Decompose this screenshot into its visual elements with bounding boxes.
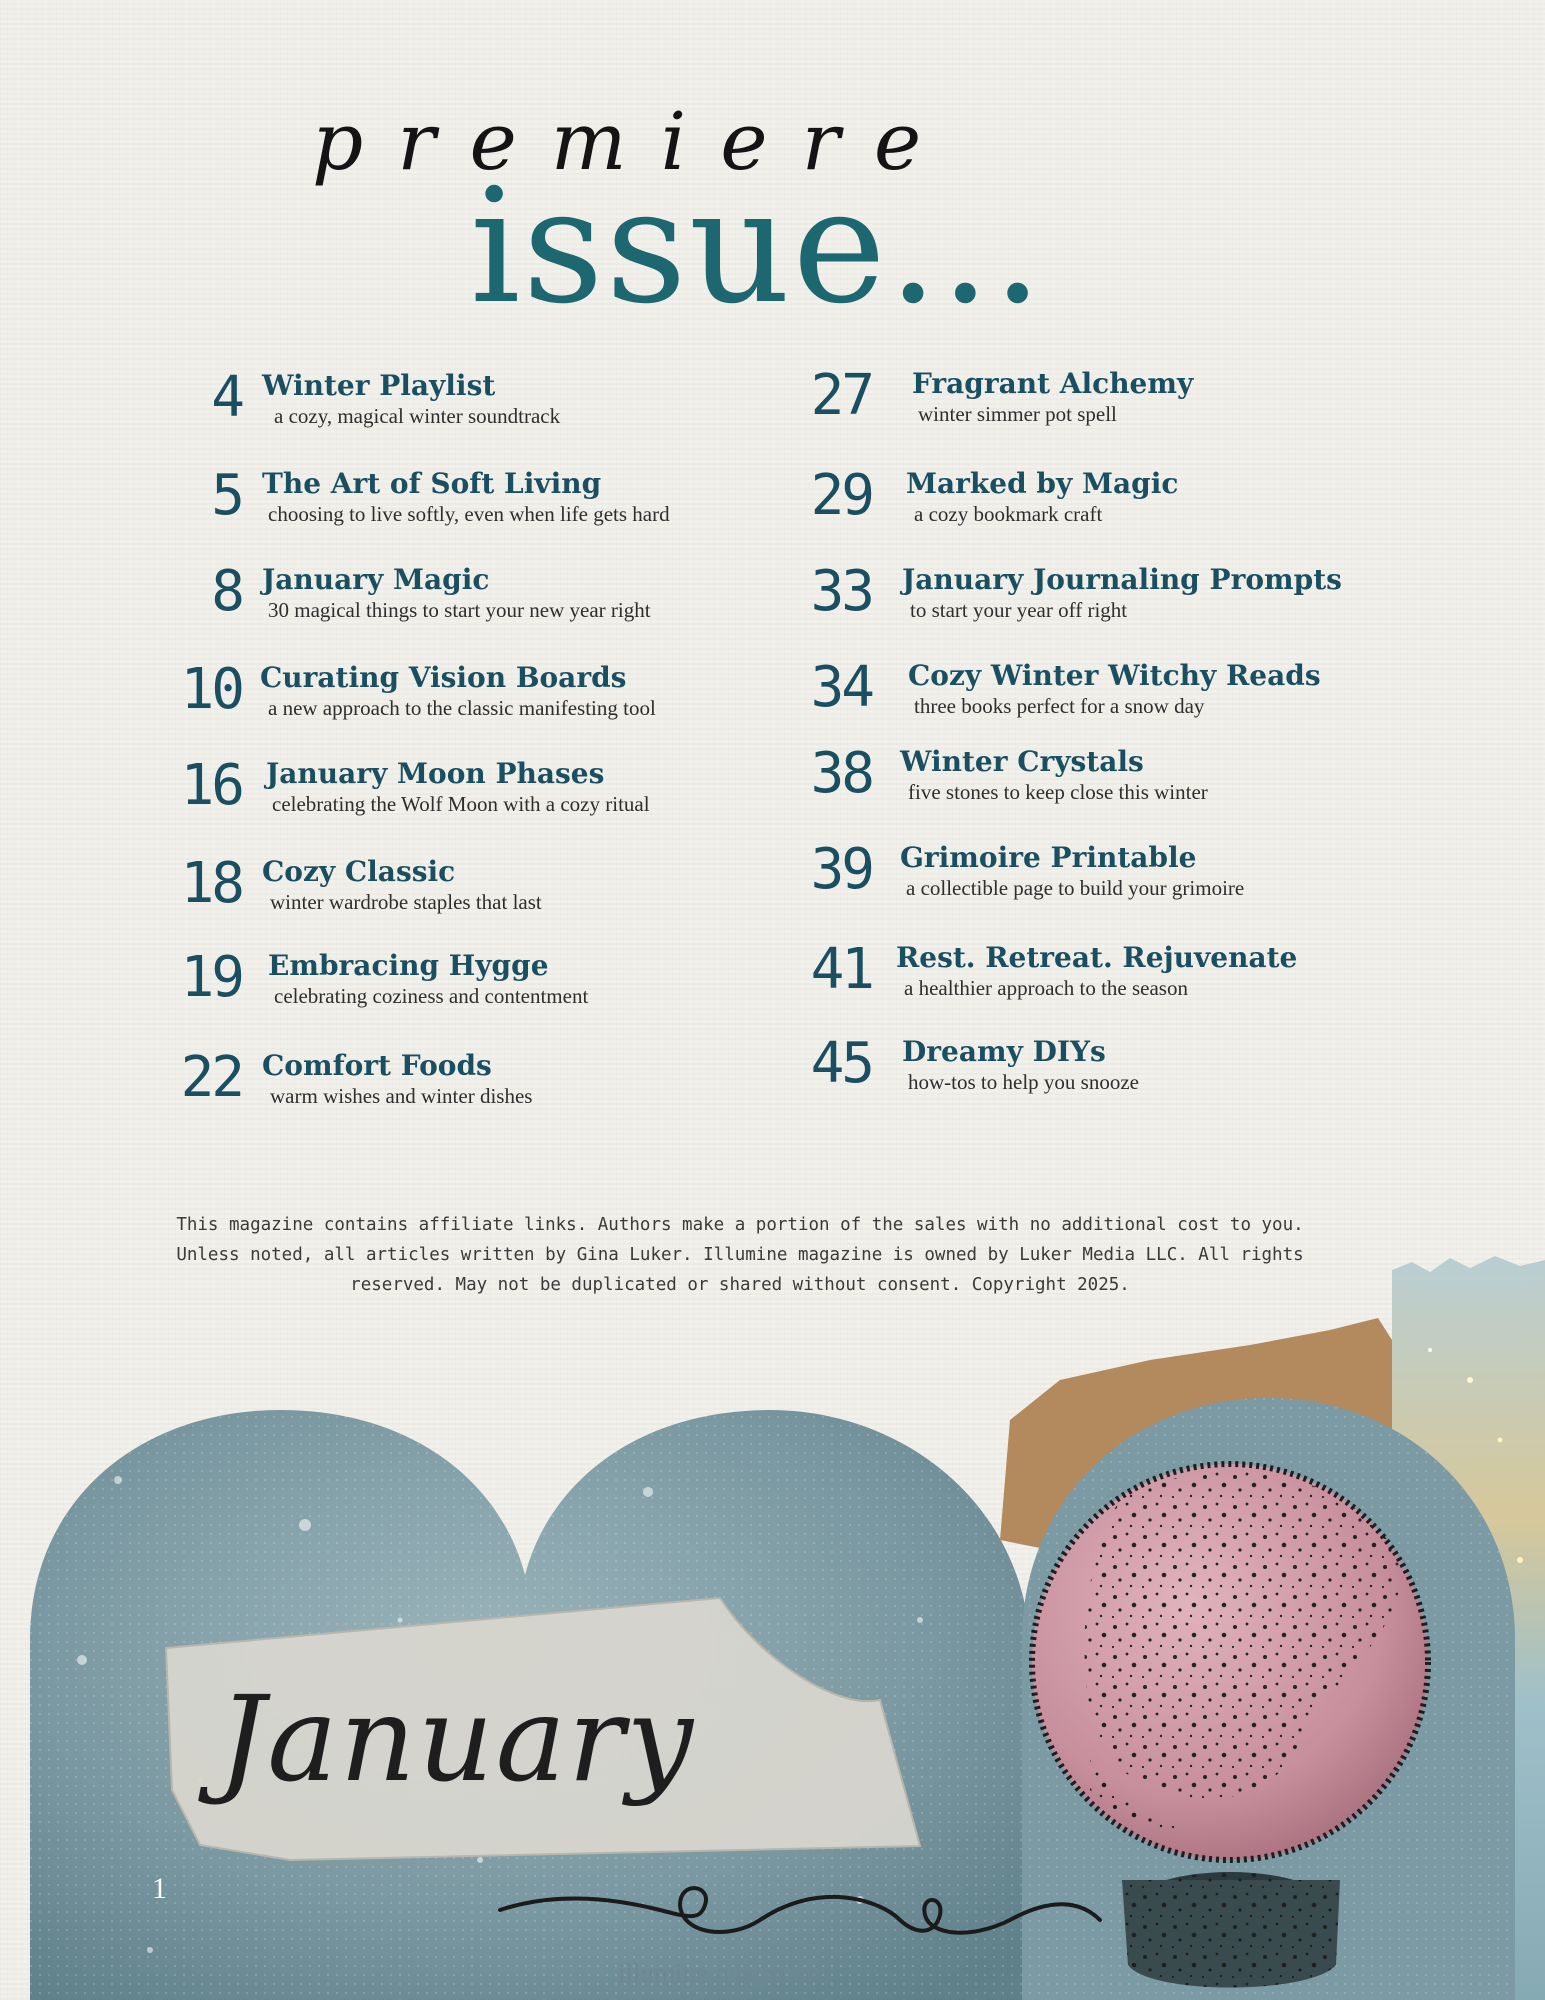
toc-page-number: 5 — [211, 463, 242, 528]
toc-article-title: The Art of Soft Living — [262, 467, 602, 500]
title-premiere: premiere — [312, 95, 956, 188]
toc-article-subtitle: three books perfect for a snow day — [914, 694, 1205, 718]
toc-page-number: 27 — [810, 363, 872, 428]
toc-article-subtitle: a collectible page to build your grimoire — [906, 876, 1245, 900]
toc-page-number: 39 — [810, 837, 872, 902]
toc-article-subtitle: a cozy, magical winter soundtrack — [274, 404, 561, 428]
toc-page-number: 34 — [810, 655, 872, 720]
toc-article-title: Cozy Classic — [262, 855, 456, 888]
toc-article-subtitle: a healthier approach to the season — [904, 976, 1188, 1000]
toc-article-subtitle: 30 magical things to start your new year right — [268, 598, 651, 622]
toc-article-title: Winter Crystals — [900, 745, 1144, 778]
toc-article-subtitle: to start your year off right — [910, 598, 1128, 622]
toc-article-subtitle: a new approach to the classic manifesting tool — [268, 696, 656, 720]
toc-page-number: 38 — [810, 741, 872, 806]
toc-article-subtitle: choosing to live softly, even when life gets hard — [268, 502, 670, 526]
toc-page-number: 18 — [180, 851, 242, 916]
toc-page-number: 10 — [180, 657, 242, 722]
toc-article-title: Fragrant Alchemy — [912, 367, 1194, 400]
toc-article-title: January Journaling Prompts — [902, 563, 1342, 596]
magazine-name: illumine magazine — [618, 1958, 819, 1988]
toc-page-number: 45 — [810, 1031, 872, 1096]
toc-article-title: Dreamy DIYs — [902, 1035, 1106, 1068]
toc-article-title: Grimoire Printable — [900, 841, 1197, 874]
toc-article-title: Comfort Foods — [262, 1049, 492, 1082]
toc-article-title: Winter Playlist — [262, 369, 496, 402]
toc-article-subtitle: winter wardrobe staples that last — [270, 890, 542, 914]
toc-article-title: January Magic — [262, 563, 490, 596]
toc-article-subtitle: how-tos to help you snooze — [908, 1070, 1139, 1094]
title-issue: issue... — [470, 155, 1045, 339]
toc-page-number: 8 — [211, 559, 242, 624]
toc-article-subtitle: five stones to keep close this winter — [908, 780, 1208, 804]
page-number: 1 — [152, 1872, 167, 1905]
toc-page-number: 29 — [810, 463, 872, 528]
toc-article-title: Embracing Hygge — [268, 949, 549, 982]
toc-article-subtitle: winter simmer pot spell — [918, 402, 1117, 426]
toc-article-title: Curating Vision Boards — [260, 661, 627, 694]
month-label: January — [218, 1670, 696, 1808]
toc-page-number: 19 — [180, 945, 242, 1010]
toc-article-title: Marked by Magic — [906, 467, 1179, 500]
toc-article-subtitle: warm wishes and winter dishes — [270, 1084, 533, 1108]
toc-article-title: Cozy Winter Witchy Reads — [908, 659, 1321, 692]
toc-article-title: January Moon Phases — [266, 757, 605, 790]
toc-page-number: 22 — [180, 1045, 242, 1110]
toc-page-number: 16 — [180, 753, 242, 818]
copyright-disclaimer: This magazine contains affiliate links. Authors make a portion of the sales with no additional cost to you. Unless noted, all articles written by Gina Luker. Illumine magazine is owned by Luker Media LLC. All rights reserved. May not be duplicated or shared without consent. Copyright 2025. — [176, 1215, 1304, 1295]
toc-page-number: 41 — [810, 937, 872, 1002]
toc-article-subtitle: celebrating the Wolf Moon with a cozy ritual — [272, 792, 650, 816]
toc-page-number: 4 — [211, 365, 242, 430]
toc-article-title: Rest. Retreat. Rejuvenate — [896, 941, 1298, 974]
toc-article-subtitle: celebrating coziness and contentment — [274, 984, 589, 1008]
toc-article-subtitle: a cozy bookmark craft — [914, 502, 1103, 526]
toc-page-number: 33 — [810, 559, 872, 624]
